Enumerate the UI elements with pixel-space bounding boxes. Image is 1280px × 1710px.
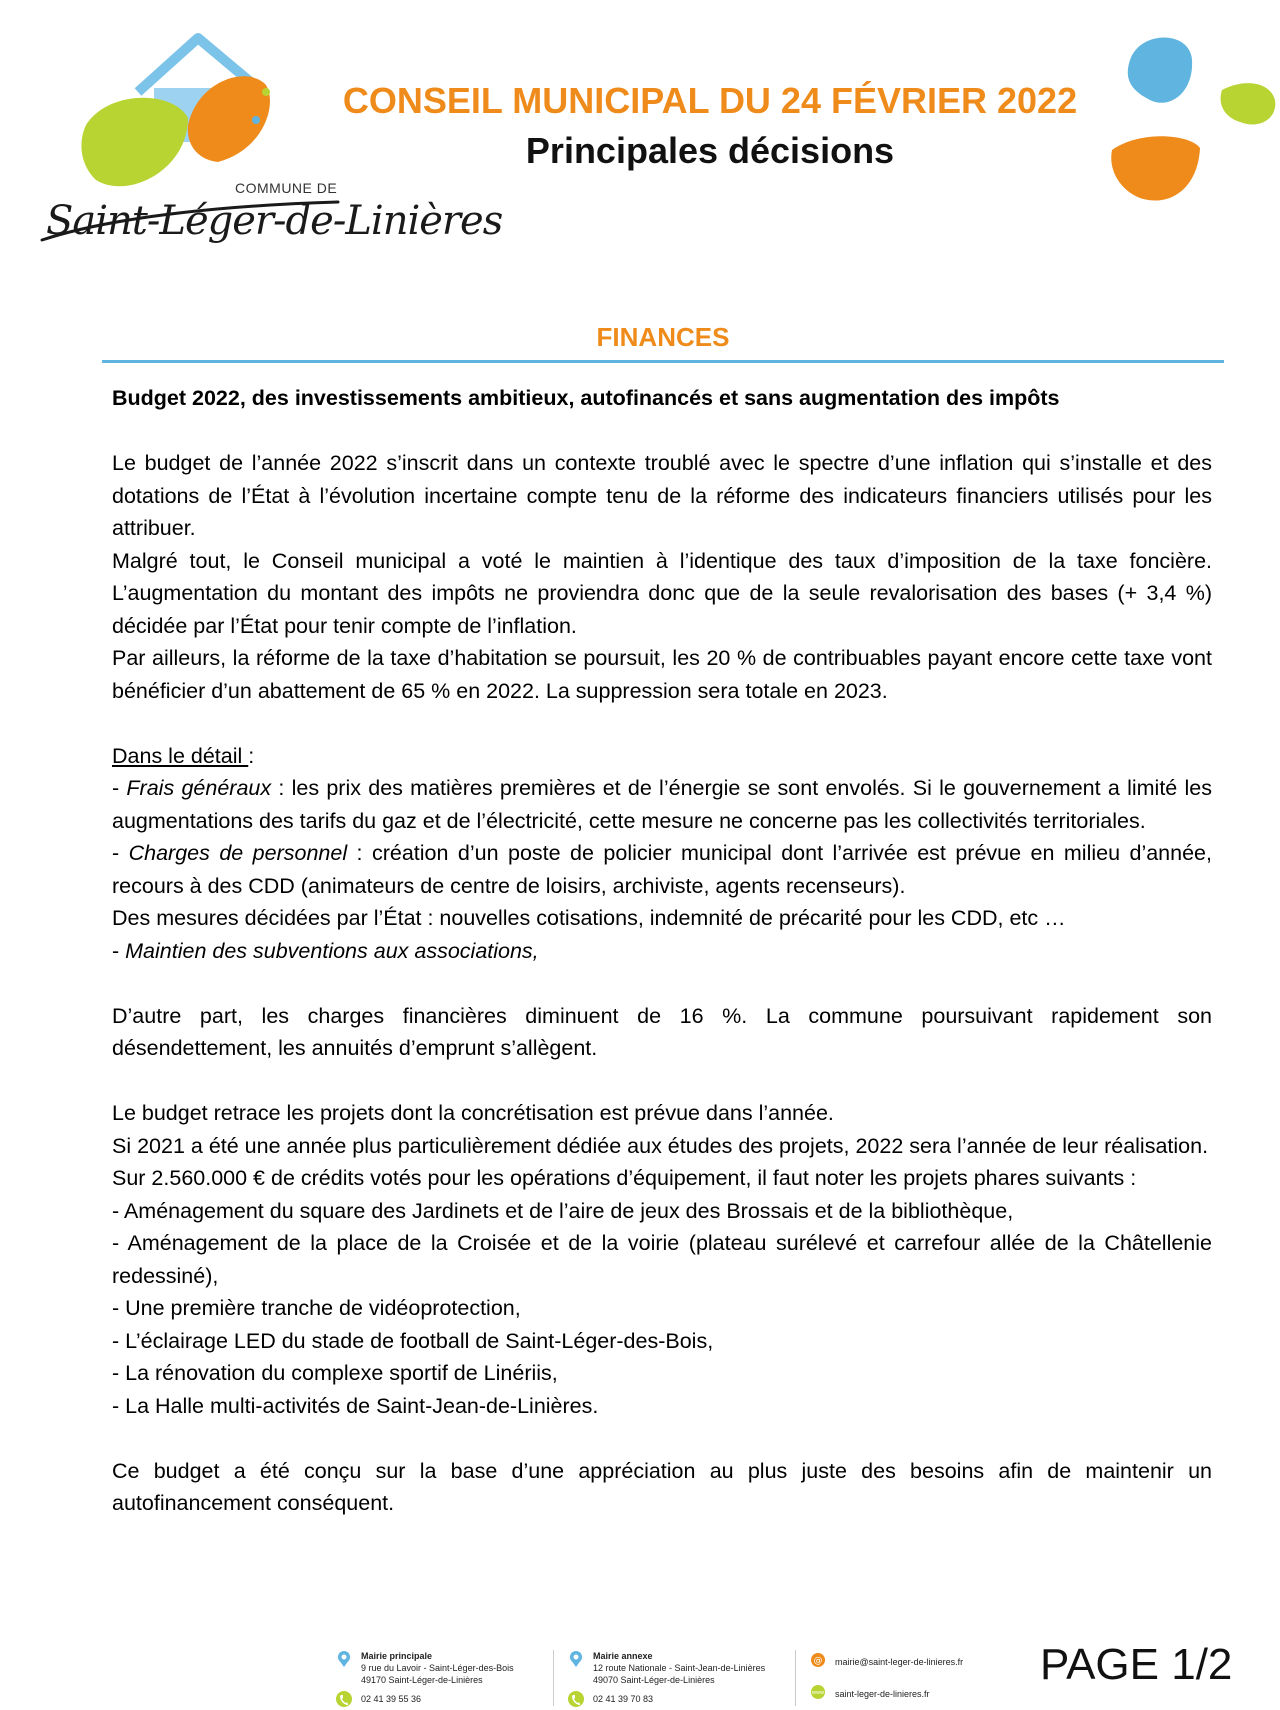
footer-annex-line2: 49070 Saint-Léger-de-Linières <box>593 1675 715 1685</box>
list-item: - Aménagement du square des Jardinets et de l’aire de jeux des Brossais et de la bibliothèque, <box>112 1198 1014 1223</box>
decorative-drops-icon <box>1110 30 1280 230</box>
footer-main-office <box>335 1650 535 1706</box>
footer-contacts <box>335 1650 975 1710</box>
charges-label: Charges de personnel <box>128 841 348 865</box>
list-item-maintien <box>112 935 1212 968</box>
footer-divider <box>795 1650 796 1706</box>
list-item-frais <box>112 772 1212 837</box>
paragraph-credits: Sur 2.560.000 € de crédits votés pour les opérations d’équipement, il faut noter les projets phares suivants : <box>112 1166 1137 1190</box>
paragraph-projets-intro: Le budget retrace les projets dont la concrétisation est prévue dans l’année. <box>112 1101 834 1125</box>
paragraph-conclusion: Ce budget a été conçu sur la base d’une appréciation au plus juste des besoins afin de maintenir un autofinancement conséquent. <box>112 1458 1212 1515</box>
email-icon <box>809 1652 827 1670</box>
list-item: - L’éclairage LED du stade de football de Saint-Léger-des-Bois, <box>112 1328 714 1353</box>
list-item: - La rénovation du complexe sportif de Linériis, <box>112 1361 558 1385</box>
page-number: PAGE 1/2 <box>1040 1640 1233 1689</box>
list-item: - La Halle multi-activités de Saint-Jean-de-Linières. <box>112 1393 599 1418</box>
detail-heading <box>112 740 1212 773</box>
phone-icon <box>567 1690 585 1708</box>
paragraph-taxes: Malgré tout, le Conseil municipal a voté le maintien à l’identique des taux d’imposition de la taxe foncière. L’augmentation du montant des impôts ne proviendra donc que de la seule revalorisation des bases (+ 3,4 %) décidée par l’État pour tenir compte de l’inflation. <box>112 548 1212 638</box>
list-item-charges <box>112 837 1212 902</box>
footer-main-phone: 02 41 39 55 36 <box>361 1694 422 1704</box>
bullet-dash: - <box>112 841 129 865</box>
lead-heading: Budget 2022, des investissements ambitieux, autofinancés et sans augmentation des impôts <box>112 386 1060 410</box>
footer-email[interactable]: mairie@saint-leger-de-linieres.fr <box>835 1657 964 1667</box>
section-title: FINANCES <box>596 322 730 352</box>
paragraph-context: Le budget de l’année 2022 s’inscrit dans un contexte troublé avec le spectre d’une inflation qui s’installe et des dotations de l’État à l’évolution incertaine compte tenu de la réforme des indicateurs financiers utilisés pour les attribuer. <box>112 451 1212 540</box>
location-pin-icon <box>335 1650 353 1668</box>
footer-main-line2: 49170 Saint-Léger-de-Linières <box>361 1675 483 1685</box>
page-subtitle: Principales décisions <box>525 130 895 171</box>
footer-main-line1: 9 rue du Lavoir - Saint-Léger-des-Bois <box>361 1663 514 1673</box>
footer-main-title: Mairie principale <box>361 1651 433 1661</box>
logo-commune-name: Saint-Léger-de-Linières <box>46 198 503 244</box>
paragraph-habitation: Par ailleurs, la réforme de la taxe d’habitation se poursuit, les 20 % de contribuables payant encore cette taxe vont bénéficier d’un abattement de 65 % en 2022. La suppression sera totale en 2023. <box>112 646 1212 703</box>
website-icon <box>809 1684 827 1702</box>
footer-divider <box>553 1650 554 1706</box>
phone-icon <box>335 1690 353 1708</box>
list-item: - Aménagement de la place de la Croisée et de la voirie (plateau surélevé et carrefour allée de la Châtellenie redessiné), <box>112 1231 1212 1288</box>
frais-text: : les prix des matières premières et de l’énergie se sont envolés. Si le gouvernement a limité les augmentations des tarifs du gaz et de l’électricité, cette mesure ne concerne pas les collectivités territoriales. <box>112 776 1212 833</box>
footer-annex-phone: 02 41 39 70 83 <box>593 1694 654 1704</box>
detail-heading-text: Dans le détail <box>112 743 249 768</box>
footer-annex-title: Mairie annexe <box>593 1651 653 1661</box>
location-pin-icon <box>567 1650 585 1668</box>
svg-text:www: www <box>811 1690 825 1696</box>
paragraph-realisation: Si 2021 a été une année plus particulièrement dédiée aux études des projets, 2022 sera l’année de leur réalisation. <box>112 1133 1209 1158</box>
document-body <box>112 382 1212 1520</box>
paragraph-charges-financieres: D’autre part, les charges financières diminuent de 16 %. La commune poursuivant rapidement son désendettement, les annuités d’emprunt s’allègent. <box>112 1003 1212 1060</box>
detail-heading-colon: : <box>248 743 255 768</box>
page-title: CONSEIL MUNICIPAL DU 24 FÉVRIER 2022 <box>342 80 1078 121</box>
footer-annex-line1: 12 route Nationale - Saint-Jean-de-Linières <box>593 1663 766 1673</box>
list-item: - Une première tranche de vidéoprotection, <box>112 1296 521 1320</box>
footer-online <box>809 1650 979 1706</box>
bullet-dash: - <box>112 776 127 800</box>
charges-text: : création d’un poste de policier municipal dont l’arrivée est prévue en milieu d’année, recours à des CDD (animateurs de centre de loisirs, archiviste, agents recenseurs). <box>112 841 1212 898</box>
footer-website[interactable]: saint-leger-de-linieres.fr <box>835 1689 930 1699</box>
maintien-label: Maintien des subventions aux associations, <box>125 938 539 963</box>
logo-commune-label: COMMUNE DE <box>235 180 338 196</box>
section-divider <box>102 360 1224 363</box>
bullet-dash: - <box>112 938 126 963</box>
svg-text:@: @ <box>813 1656 823 1666</box>
footer-annex-office <box>567 1650 777 1706</box>
paragraph-mesures: Des mesures décidées par l’État : nouvelles cotisations, indemnité de précarité pour les CDD, etc … <box>112 906 1066 930</box>
frais-label: Frais généraux <box>126 776 272 800</box>
